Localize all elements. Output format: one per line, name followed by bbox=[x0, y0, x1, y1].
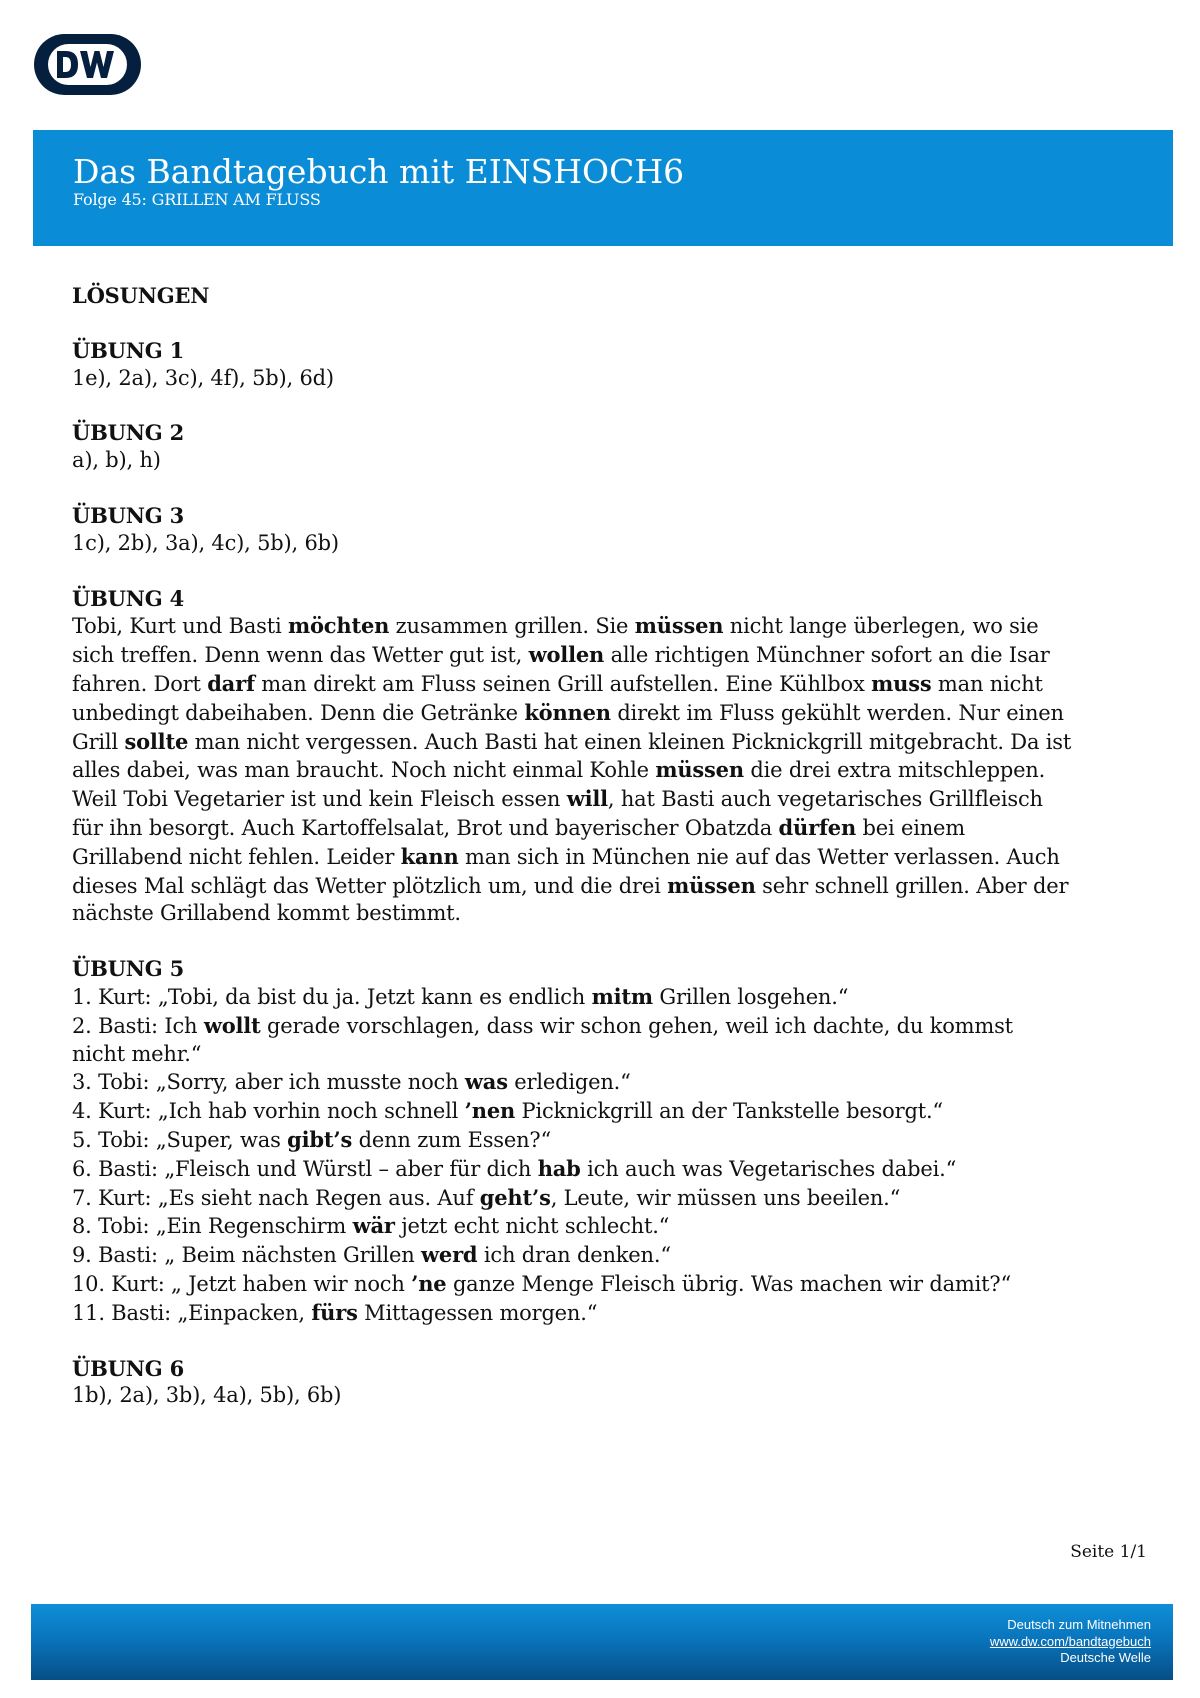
text-run: 8. Tobi: „Ein Regenschirm bbox=[72, 1214, 353, 1239]
text-run: Picknickgrill an der Tankstelle besorgt.“ bbox=[515, 1099, 943, 1124]
exercise-heading: ÜBUNG 1 bbox=[72, 337, 185, 363]
answer-word: werd bbox=[421, 1242, 478, 1268]
text-run: 3. Tobi: „Sorry, aber ich musste noch bbox=[72, 1070, 465, 1095]
text-run: ich dran denken.“ bbox=[477, 1243, 671, 1268]
answer-line bbox=[72, 530, 1072, 558]
text-run: denn zum Essen?“ bbox=[352, 1127, 552, 1152]
text-run: , hat Basti auch vegetarisches Grillfleisch für ihn besorgt. Auch Kartoffelsalat, Brot und bayerischer Obatzda bbox=[72, 787, 1043, 840]
text-run: man sich in München nie auf das Wetter verlassen. Auch dieses Mal schlägt das Wetter plötzlich um, und die drei bbox=[72, 844, 1060, 898]
exercise-heading: ÜBUNG 5 bbox=[72, 956, 185, 982]
answer-word: darf bbox=[207, 670, 255, 696]
text-run: 1c), 2b), 3a), 4c), 5b), 6b) bbox=[72, 530, 339, 555]
text-run: zusammen grillen. Sie bbox=[389, 614, 635, 639]
answer-word: möchten bbox=[287, 613, 390, 639]
text-run: , Leute, wir müssen uns beeilen.“ bbox=[550, 1185, 901, 1210]
answer-line bbox=[72, 1155, 1072, 1184]
answer-line bbox=[72, 365, 1072, 393]
text-run: ich auch was Vegetarisches dabei.“ bbox=[580, 1156, 957, 1181]
answer-word: fürs bbox=[311, 1299, 358, 1325]
answer-line bbox=[72, 447, 1072, 475]
answer-word: mitm bbox=[591, 983, 653, 1009]
text-run: 5. Tobi: „Super, was bbox=[72, 1127, 288, 1152]
answer-word: müssen bbox=[655, 757, 744, 783]
footer-brand: Deutsche Welle bbox=[1060, 1650, 1151, 1665]
exercise-section bbox=[72, 502, 1072, 558]
answer-word: will bbox=[566, 786, 608, 812]
text-run: Grillen losgehen.“ bbox=[652, 984, 849, 1009]
answer-line bbox=[72, 1068, 1072, 1097]
answer-word: dürfen bbox=[778, 814, 857, 840]
exercise-paragraph bbox=[72, 612, 1072, 928]
answer-word: ’ne bbox=[411, 1270, 447, 1296]
text-run: 10. Kurt: „ Jetzt haben wir noch bbox=[72, 1271, 412, 1296]
answer-word: kann bbox=[400, 843, 459, 869]
answer-line bbox=[72, 1012, 1072, 1069]
answer-word: muss bbox=[871, 670, 932, 696]
text-run: man nicht vergessen. Auch Basti hat einen kleinen Picknickgrill mitgebracht. Da ist alles dabei, was man braucht. Noch nicht einmal Kohle bbox=[72, 729, 1072, 783]
answer-line bbox=[72, 1382, 1072, 1410]
text-run: die drei extra mitschleppen. Weil Tobi Vegetarier ist und kein Fleisch essen bbox=[72, 758, 1046, 812]
exercise-section bbox=[72, 585, 1072, 929]
text-run: nicht lange überlegen, wo sie sich treffen. Denn wenn das Wetter gut ist, bbox=[72, 614, 1039, 668]
answer-line bbox=[72, 1241, 1072, 1270]
answer-word: hab bbox=[537, 1155, 581, 1181]
answer-line bbox=[72, 1270, 1072, 1299]
answer-word: wollen bbox=[528, 642, 605, 668]
answer-word: sollte bbox=[124, 728, 189, 754]
answer-word: gibt’s bbox=[287, 1126, 353, 1152]
text-run: man direkt am Fluss seinen Grill aufstellen. Eine Kühlbox bbox=[254, 671, 872, 696]
text-run: erledigen.“ bbox=[507, 1070, 631, 1095]
text-run: sehr schnell grillen. Aber der nächste Grillabend kommt bestimmt. bbox=[72, 873, 1069, 926]
exercise-heading: ÜBUNG 2 bbox=[72, 420, 185, 446]
exercise-section bbox=[72, 419, 1072, 475]
answer-line bbox=[72, 1097, 1072, 1126]
answer-line bbox=[72, 983, 1072, 1012]
text-run: 1b), 2a), 3b), 4a), 5b), 6b) bbox=[72, 1383, 342, 1408]
text-run: 9. Basti: „ Beim nächsten Grillen bbox=[72, 1243, 422, 1268]
answer-word: wollt bbox=[203, 1012, 261, 1038]
document-title: Das Bandtagebuch mit EINSHOCH6 bbox=[73, 152, 685, 191]
exercise-sections bbox=[72, 337, 1072, 1410]
answer-word: ’nen bbox=[464, 1098, 516, 1124]
footer-banner bbox=[31, 1604, 1173, 1680]
text-run: man nicht unbedingt dabeihaben. Denn die Getränke bbox=[72, 671, 1043, 725]
answer-word: müssen bbox=[667, 872, 756, 898]
answer-line bbox=[72, 1212, 1072, 1241]
answer-word: geht’s bbox=[479, 1184, 551, 1210]
exercise-heading: ÜBUNG 4 bbox=[72, 585, 185, 611]
text-run: jetzt echt nicht schlecht.“ bbox=[394, 1214, 670, 1239]
solutions-heading: LÖSUNGEN bbox=[72, 283, 210, 308]
page-number: Seite 1/1 bbox=[1070, 1542, 1147, 1562]
text-run: alle richtigen Münchner sofort an die Isar fahren. Dort bbox=[72, 643, 1050, 696]
text-run: Mittagessen morgen.“ bbox=[357, 1300, 598, 1325]
footer-link[interactable]: www.dw.com/bandtagebuch bbox=[989, 1633, 1151, 1649]
footer-tagline: Deutsch zum Mitnehmen bbox=[1007, 1617, 1151, 1632]
answer-word: was bbox=[464, 1069, 508, 1095]
dw-logo bbox=[32, 31, 143, 98]
text-run: 11. Basti: „Einpacken, bbox=[72, 1300, 312, 1325]
header-banner bbox=[33, 130, 1173, 246]
text-run: 4. Kurt: „Ich hab vorhin noch schnell bbox=[72, 1099, 465, 1124]
text-run: a), b), h) bbox=[72, 448, 161, 473]
answer-line bbox=[72, 1299, 1072, 1328]
solutions-content bbox=[72, 282, 1072, 1437]
text-run: ganze Menge Fleisch übrig. Was machen wir damit?“ bbox=[446, 1271, 1011, 1296]
text-run: gerade vorschlagen, dass wir schon gehen, weil ich dachte, du kommst nicht mehr.“ bbox=[72, 1013, 1013, 1066]
text-run: 2. Basti: Ich bbox=[72, 1013, 204, 1038]
answer-line bbox=[72, 1126, 1072, 1155]
exercise-section bbox=[72, 337, 1072, 393]
text-run: 7. Kurt: „Es sieht nach Regen aus. Auf bbox=[72, 1185, 480, 1210]
exercise-section bbox=[72, 955, 1072, 1327]
answer-word: können bbox=[524, 699, 611, 725]
text-run: 1. Kurt: „Tobi, da bist du ja. Jetzt kann es endlich bbox=[72, 984, 592, 1009]
text-run: 6. Basti: „Fleisch und Würstl – aber für dich bbox=[72, 1156, 538, 1181]
exercise-heading: ÜBUNG 3 bbox=[72, 502, 185, 528]
answer-word: müssen bbox=[634, 613, 724, 639]
text-run: direkt im Fluss gekühlt werden. Nur einen Grill bbox=[72, 700, 1064, 754]
episode-subtitle: Folge 45: GRILLEN AM FLUSS bbox=[73, 190, 321, 209]
exercise-heading: ÜBUNG 6 bbox=[72, 1355, 185, 1381]
answer-word: wär bbox=[352, 1213, 395, 1239]
answer-line bbox=[72, 1184, 1072, 1213]
text-run: 1e), 2a), 3c), 4f), 5b), 6d) bbox=[72, 365, 334, 390]
text-run: Tobi, Kurt und Basti bbox=[72, 614, 288, 639]
text-run: bei einem Grillabend nicht fehlen. Leider bbox=[72, 815, 965, 869]
exercise-section bbox=[72, 1355, 1072, 1411]
